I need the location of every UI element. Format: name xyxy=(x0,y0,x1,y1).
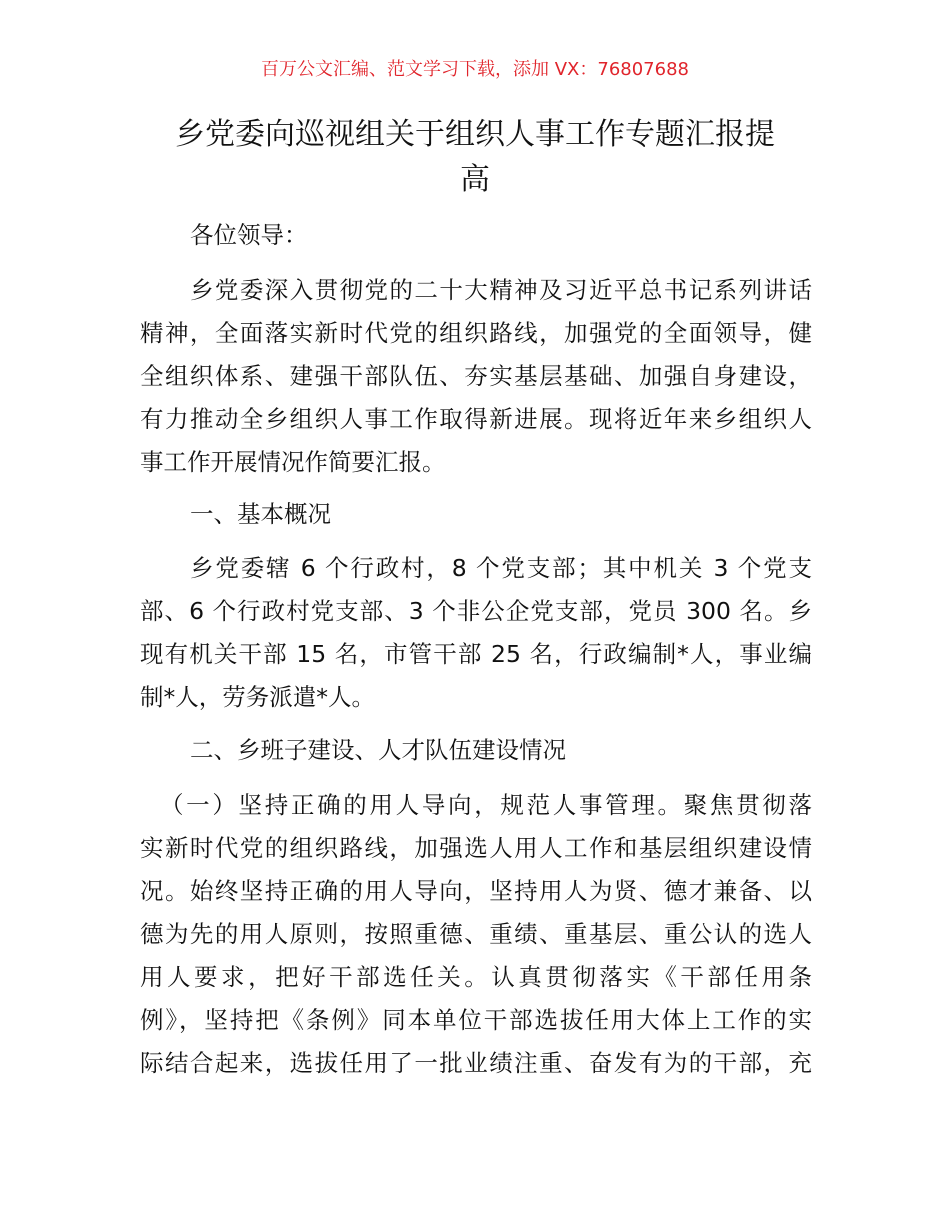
section2-line: 况。始终坚持正确的用人导向，坚持用人为贤、德才兼备、以 xyxy=(140,877,812,905)
intro-line: 全组织体系、建强干部队伍、夯实基层基础、加强自身建设， xyxy=(140,362,812,390)
section1-line: 部、6 个行政村党支部、3 个非公企党支部，党员 300 名。乡 xyxy=(140,597,812,625)
section2-line: 际结合起来，选拔任用了一批业绩注重、奋发有为的干部，充 xyxy=(140,1049,812,1077)
section2-line: 德为先的用人原则，按照重德、重绩、重基层、重公认的选人 xyxy=(140,920,812,948)
document-title-line-2: 高 xyxy=(460,162,490,197)
section-heading-2: 二、乡班子建设、人才队伍建设情况 xyxy=(190,736,566,764)
section2-line: 用人要求，把好干部选任关。认真贯彻落实《干部任用条 xyxy=(140,963,812,991)
intro-line: 乡党委深入贯彻党的二十大精神及习近平总书记系列讲话 xyxy=(190,276,812,304)
section2-line: 实新时代党的组织路线，加强选人用人工作和基层组织建设情 xyxy=(140,834,812,862)
intro-line: 精神，全面落实新时代党的组织路线，加强党的全面领导，健 xyxy=(140,319,812,347)
section1-line: 乡党委辖 6 个行政村，8 个党支部；其中机关 3 个党支 xyxy=(190,554,812,582)
section2-line: （一）坚持正确的用人导向，规范人事管理。聚焦贯彻落 xyxy=(160,791,812,819)
intro-line: 有力推动全乡组织人事工作取得新进展。现将近年来乡组织人 xyxy=(140,405,812,433)
document-title-line-1: 乡党委向巡视组关于组织人事工作专题汇报提 xyxy=(175,117,775,152)
salutation: 各位领导： xyxy=(190,221,308,249)
section2-line: 例》，坚持把《条例》同本单位干部选拔任用大体上工作的实 xyxy=(140,1006,812,1034)
intro-line: 事工作开展情况作简要汇报。 xyxy=(140,448,446,476)
header-notice: 百万公文汇编、范文学习下载，添加 VX：76807688 xyxy=(261,59,689,80)
section1-line: 制*人，劳务派遣*人。 xyxy=(140,683,375,711)
section1-line: 现有机关干部 15 名，市管干部 25 名，行政编制*人，事业编 xyxy=(140,640,812,668)
section-heading-1: 一、基本概况 xyxy=(190,500,331,528)
